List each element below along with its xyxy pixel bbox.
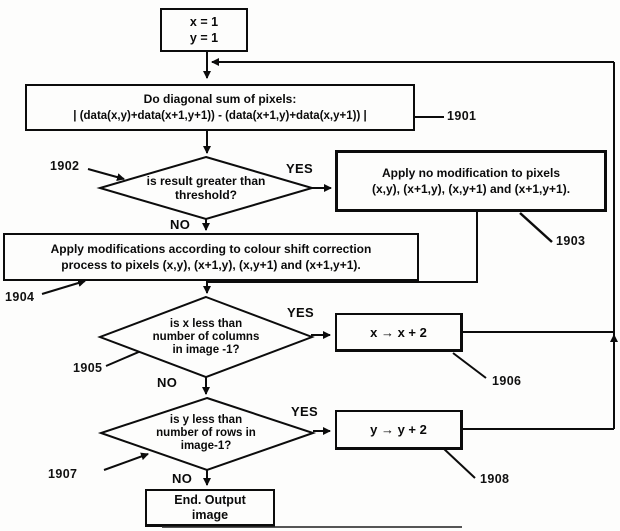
end-line-2: image	[191, 507, 229, 522]
rows-yes-label: YES	[291, 404, 318, 419]
threshold-decision-text	[116, 174, 296, 202]
no-modification-line-2: (x,y), (x+1,y), (x,y+1) and (x+1,y+1).	[371, 182, 571, 196]
rows-line-3: image-1?	[180, 440, 232, 452]
start-line-2: y = 1	[189, 31, 219, 45]
increment-x-label: x → x + 2	[370, 324, 427, 340]
increment-y-label: y → y + 2	[370, 422, 427, 437]
rows-no-label: NO	[172, 471, 193, 486]
end-box	[145, 489, 275, 527]
end-line-1: End. Output	[174, 492, 246, 507]
pointer-1903	[520, 213, 552, 242]
increment-y-box	[335, 410, 463, 450]
pointer-1904	[42, 281, 85, 294]
apply-modifications-line-1: Apply modifications according to colour shift correction	[50, 242, 372, 256]
ref-label-1901: 1901	[447, 109, 477, 123]
ref-label-1907: 1907	[48, 467, 78, 481]
rows-line-2: number of rows in	[156, 427, 256, 439]
no-modification-line-1: Apply no modification to pixels	[381, 166, 560, 180]
pointer-1906	[453, 353, 486, 378]
threshold-line-1: is result greater than	[146, 174, 266, 188]
columns-line-3: in image -1?	[172, 344, 240, 356]
start-line-1: x = 1	[189, 15, 219, 29]
diagonal-sum-title: Do diagonal sum of pixels:	[143, 91, 297, 106]
apply-modifications-box	[3, 233, 419, 281]
columns-decision-text	[116, 318, 296, 357]
pointer-1908	[443, 448, 475, 478]
ref-label-1908: 1908	[480, 472, 510, 486]
pointer-1907	[104, 454, 148, 470]
columns-yes-label: YES	[287, 305, 314, 320]
no-modification-box	[335, 150, 607, 212]
ref-label-1906: 1906	[492, 374, 522, 388]
columns-line-2: number of columns	[152, 331, 260, 343]
columns-no-label: NO	[157, 375, 178, 390]
start-box	[160, 8, 248, 52]
threshold-yes-label: YES	[286, 161, 313, 176]
apply-modifications-line-2: process to pixels (x,y), (x+1,y), (x,y+1) and (x+1,y+1).	[61, 258, 361, 272]
scan-artifact-line	[162, 526, 462, 528]
columns-line-1: is x less than	[169, 318, 243, 330]
diagonal-sum-formula: | (data(x,y)+data(x+1,y+1)) - (data(x+1,y)+data(x,y+1)) |	[73, 109, 367, 122]
ref-label-1904: 1904	[5, 290, 35, 304]
rows-decision-text	[116, 414, 296, 453]
threshold-no-label: NO	[170, 217, 191, 232]
rows-line-1: is y less than	[169, 414, 243, 426]
ref-label-1905: 1905	[73, 361, 103, 375]
diagonal-sum-box	[25, 84, 415, 131]
ref-label-1903: 1903	[556, 234, 586, 248]
threshold-line-2: threshold?	[175, 188, 237, 202]
increment-x-box	[335, 313, 463, 352]
ref-label-1902: 1902	[50, 159, 80, 173]
